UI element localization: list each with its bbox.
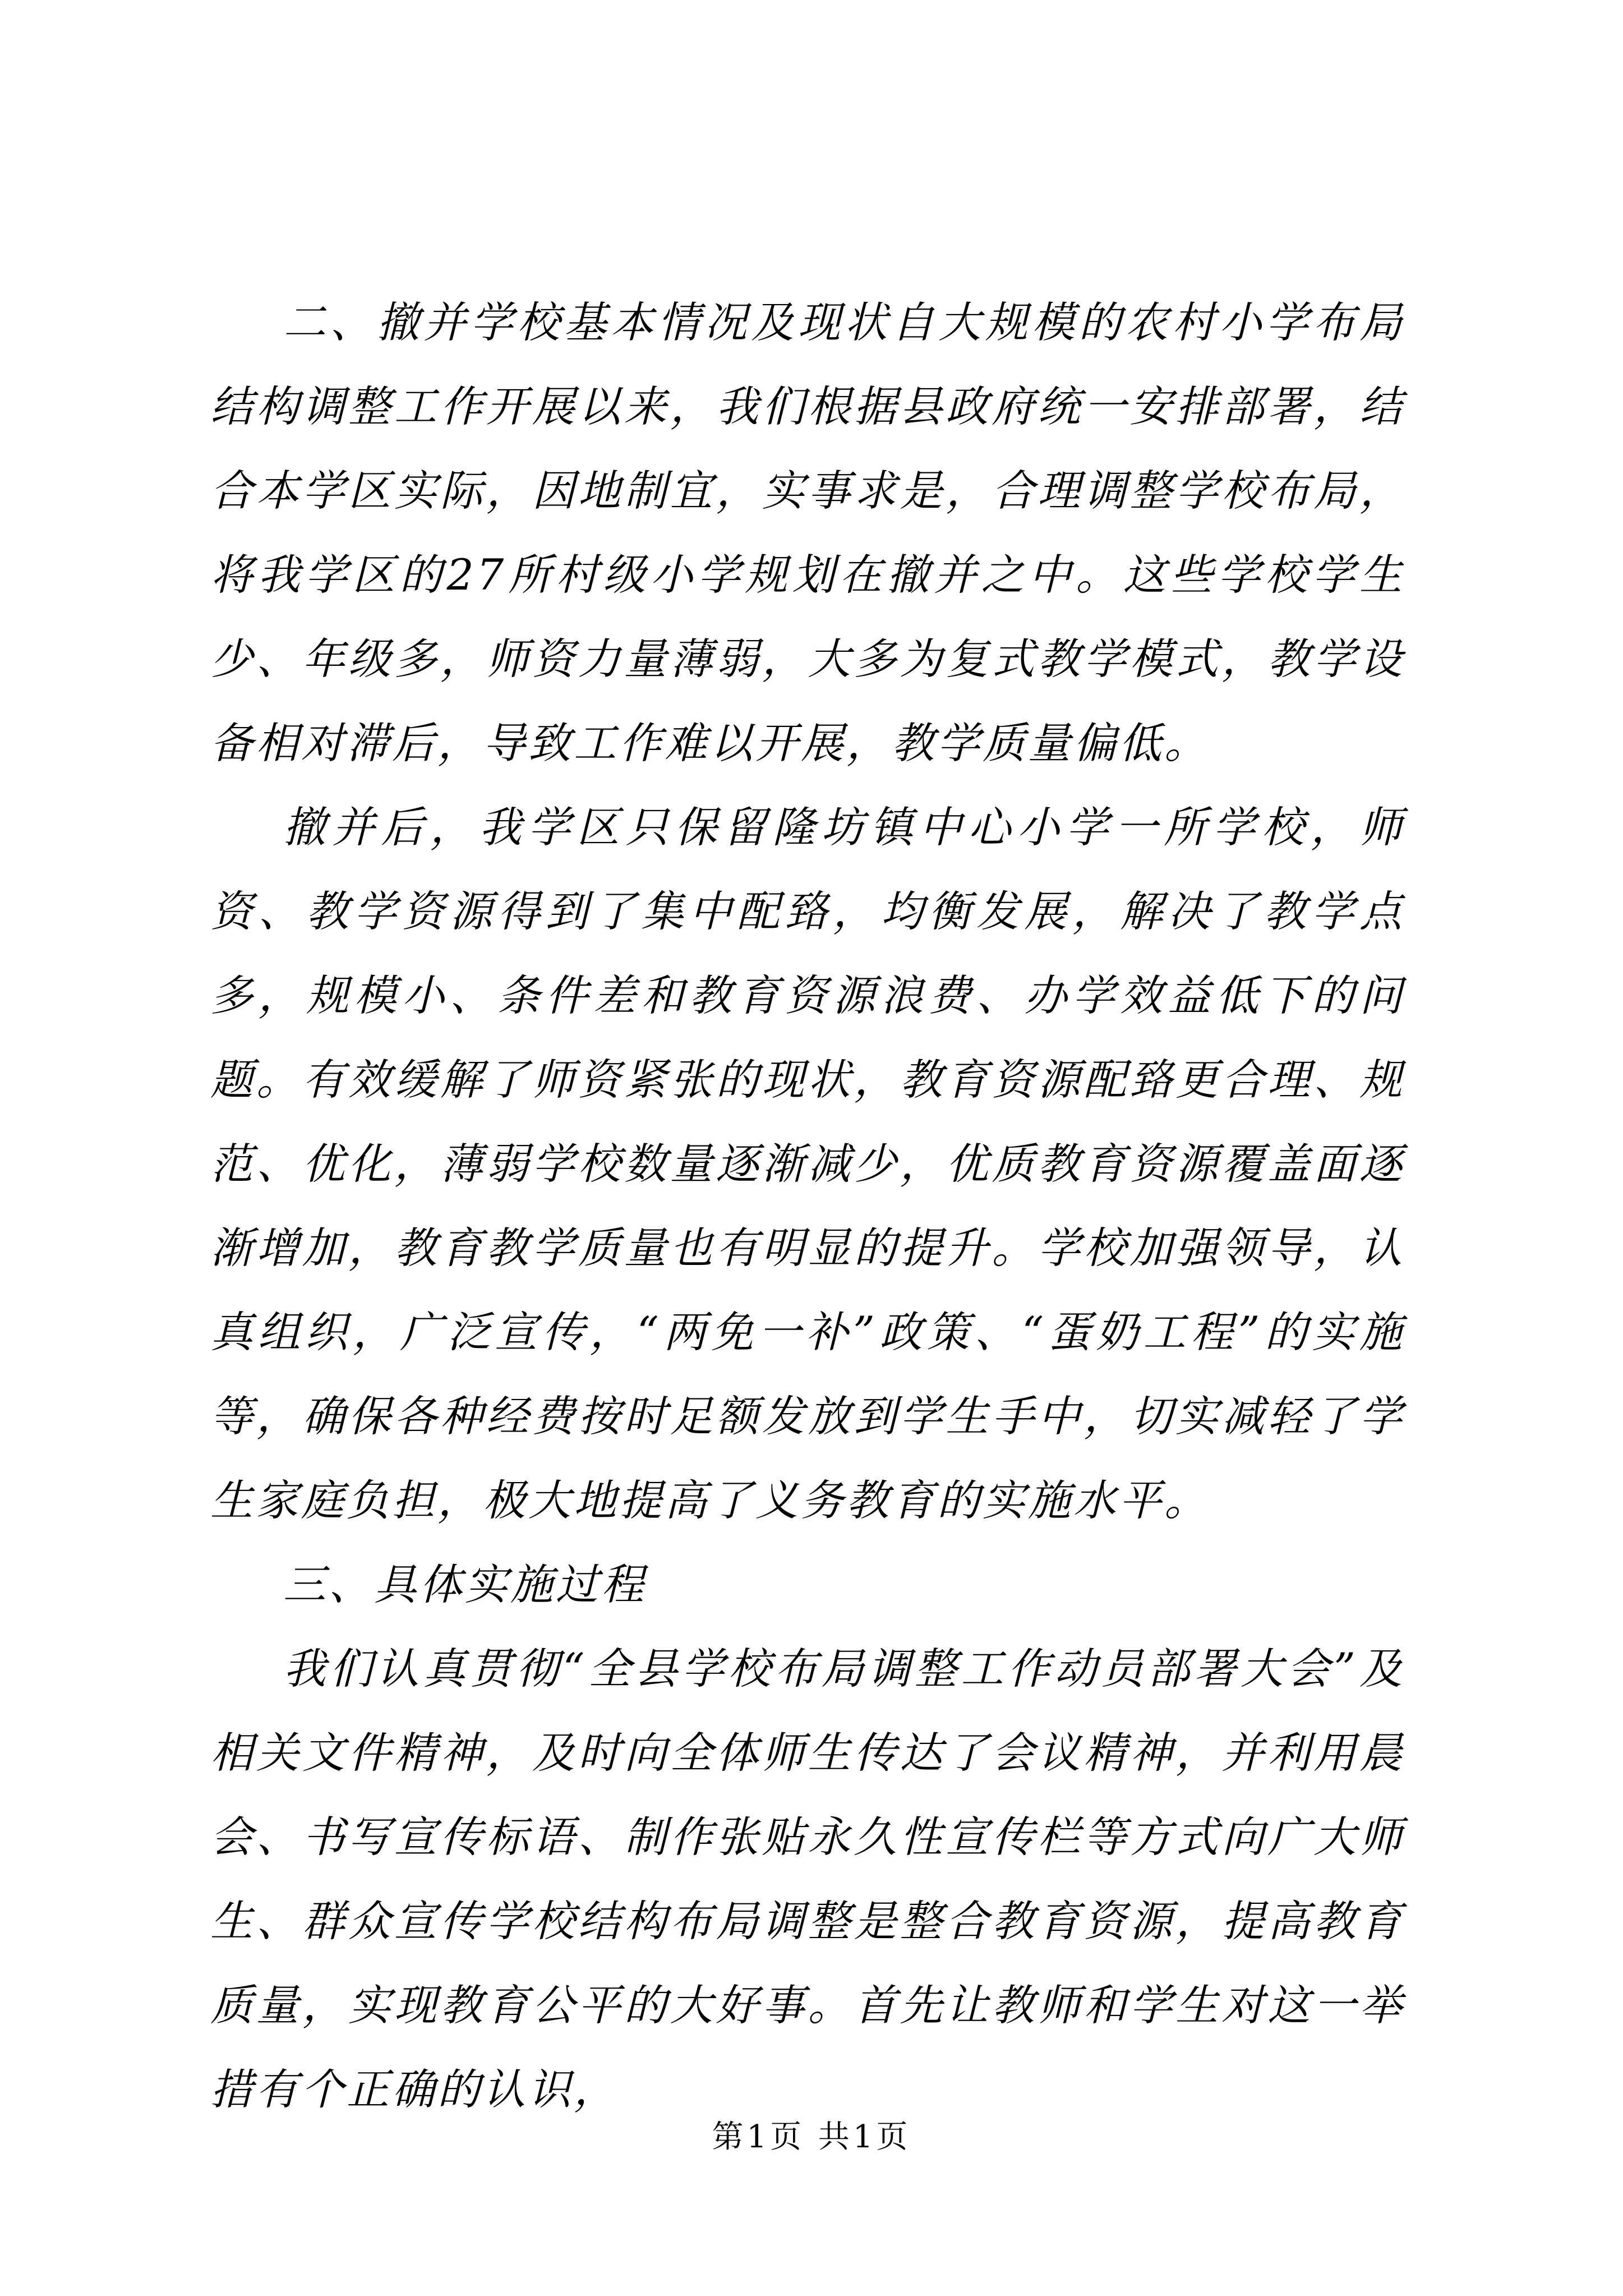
paragraph-implementation: 我们认真贯彻“全县学校布局调整工作动员部署大会”及相关文件精神，及时向全体师生传达了会议精神，并利用晨会、书写宣传标语、制作张贴永久性宣传栏等方式向广大师生、群众宣传学校结构布局调整是整合教育资源，提高教育质量，实现教育公平的大好事。首先让教师和学生对这一举措有个正确的认识， xyxy=(210,1644,1405,2114)
document-body xyxy=(210,280,1405,2132)
paragraph-section-3-heading: 三、具体实施过程 xyxy=(283,1559,647,1609)
page-footer xyxy=(0,2118,1623,2157)
page-number-indicator: 第1页 共1页 xyxy=(712,2119,911,2155)
paragraph-section-2: 二、撤并学校基本情况及现状自大规模的农村小学布局结构调整工作开展以来，我们根据县政府统一安排部署，结合本学区实际，因地制宜，实事求是，合理调整学校布局，将我学区的27所村级小学规划在撤并之中。这些学校学生少、年级多，师资力量薄弱，大多为复式教学模式，教学设备相对滞后，导致工作难以开展，教学质量偏低。 xyxy=(210,297,1405,768)
paragraph-after-merge: 撤并后，我学区只保留隆坊镇中心小学一所学校，师资、教学资源得到了集中配臵，均衡发展，解决了教学点多，规模小、条件差和教育资源浪费、办学效益低下的问题。有效缓解了师资紧张的现状，教育资源配臵更合理、规范、优化，薄弱学校数量逐渐减少，优质教育资源覆盖面逐渐增加，教育教学质量也有明显的提升。学校加强领导，认真组织，广泛宣传，“两免一补”政策、“蛋奶工程”的实施等，确保各种经费按时足额发放到学生手中，切实减轻了学生家庭负担，极大地提高了义务教育的实施水平。 xyxy=(210,802,1405,1525)
